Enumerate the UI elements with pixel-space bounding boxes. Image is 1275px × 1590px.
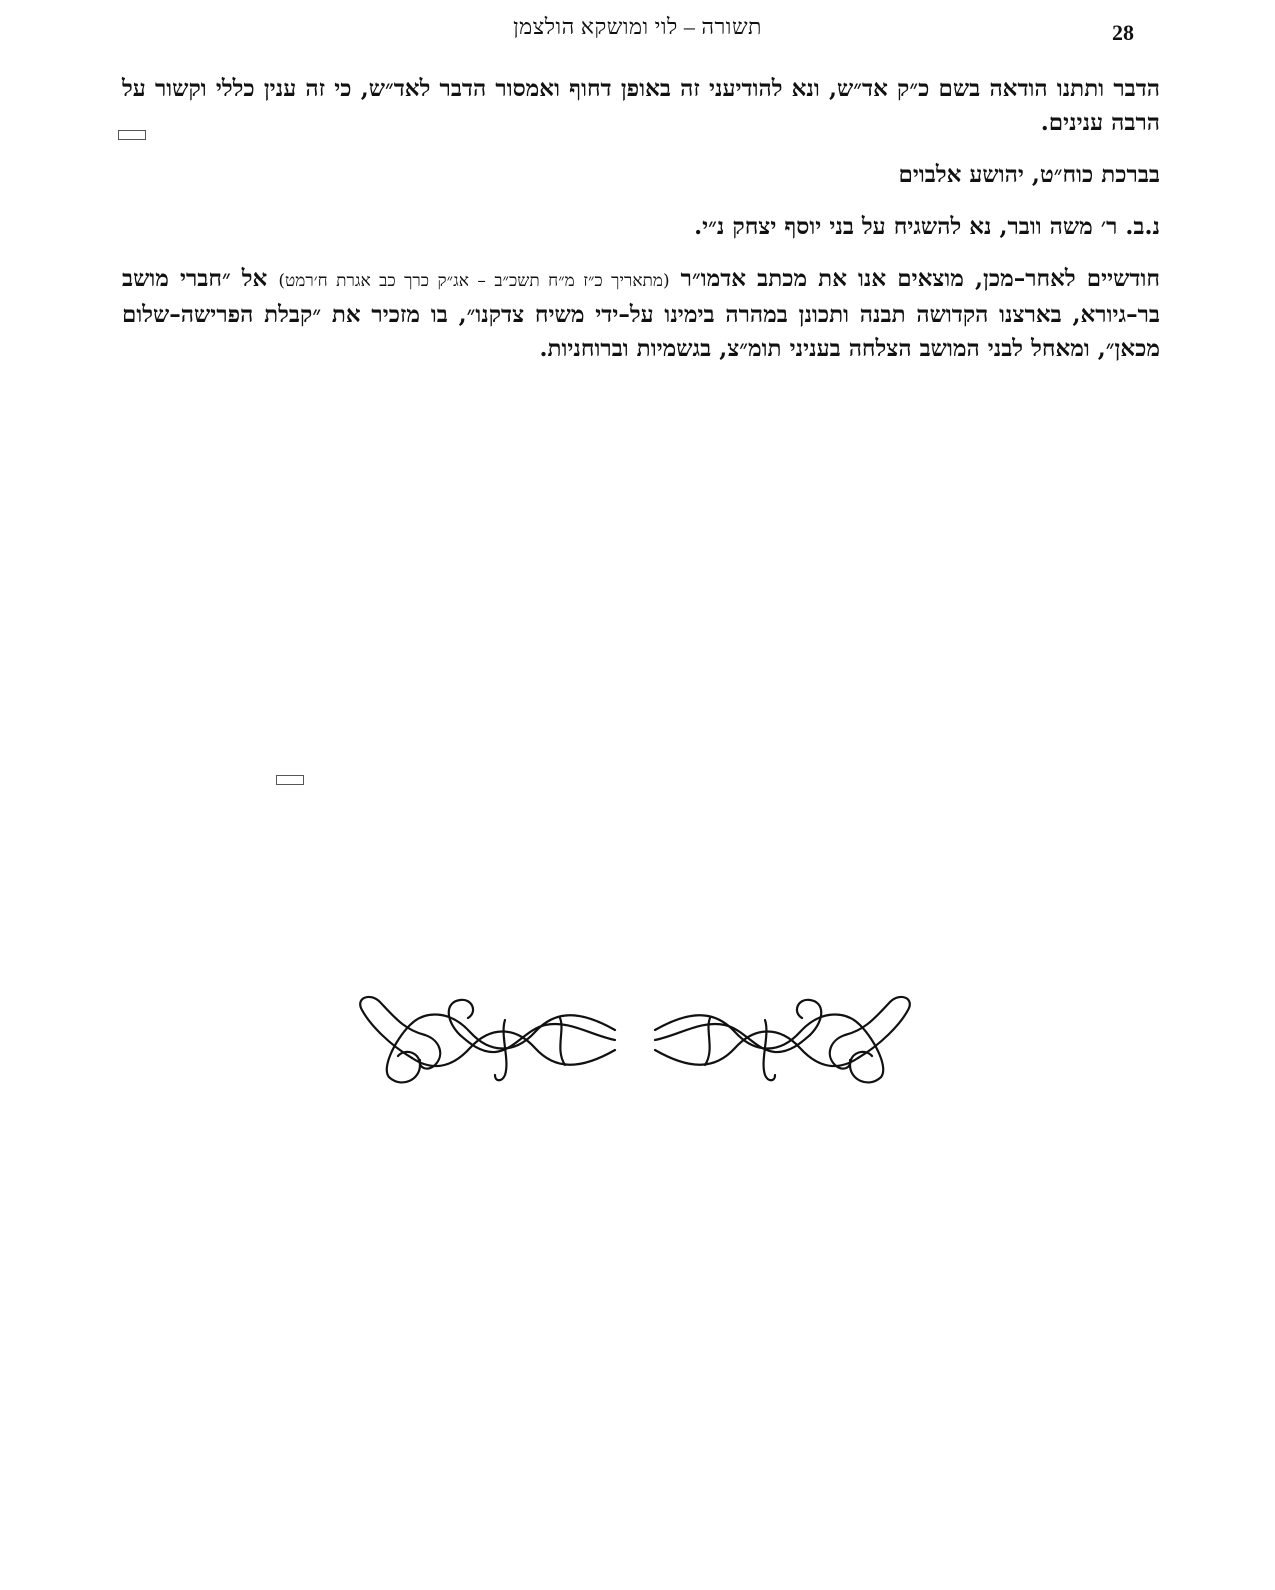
paragraph-postscript: נ.ב. ר׳ משה וובר, נא להשגיח על בני יוסף יצחק נ״י.	[694, 213, 1160, 240]
flourish-left	[360, 997, 615, 1082]
running-title: תשורה – לוי ומושקא הולצמן	[513, 14, 762, 39]
paragraph-closing-request: הדבר ותתנו הודאה בשם כ״ק אד״ש, ונא להודיעני זה באופן דחוף ואמסור הדבר לאד״ש, כי זה ענין כללי וקשור על הרבה ענינים.	[122, 75, 1160, 136]
page-number: 28	[1112, 20, 1134, 45]
page-header	[0, 14, 1275, 48]
letter-reference: (מתאריך כ״ז מ״ח תשכ״ב – אג״ק כרך כב אגרת ח׳רמט)	[278, 271, 670, 291]
flourish-divider-icon	[350, 990, 920, 1090]
letter-body	[122, 72, 1160, 384]
flourish-right	[655, 997, 910, 1082]
paragraph-narrative	[122, 262, 1160, 366]
paragraph-signature: בברכת כוח״ט, יהושע אלבוים	[898, 161, 1160, 188]
narrative-end: אל ״חברי מושב בר–גיורא, בארצנו הקדושה תבנה ותכונן במהרה בימינו על–ידי משיח צדקנו״, בו מזכיר את ״קבלת הפרישה–שלום מכאן״, ומאחל לבני המושב הצלחה בעניני תומ״צ, בגשמיות וברוחניות.	[122, 265, 1160, 362]
narrative-start: חודשיים לאחר–מכן, מוצאים אנו את מכתב אדמו״ר	[669, 265, 1160, 292]
margin-tag-icon	[276, 775, 304, 785]
